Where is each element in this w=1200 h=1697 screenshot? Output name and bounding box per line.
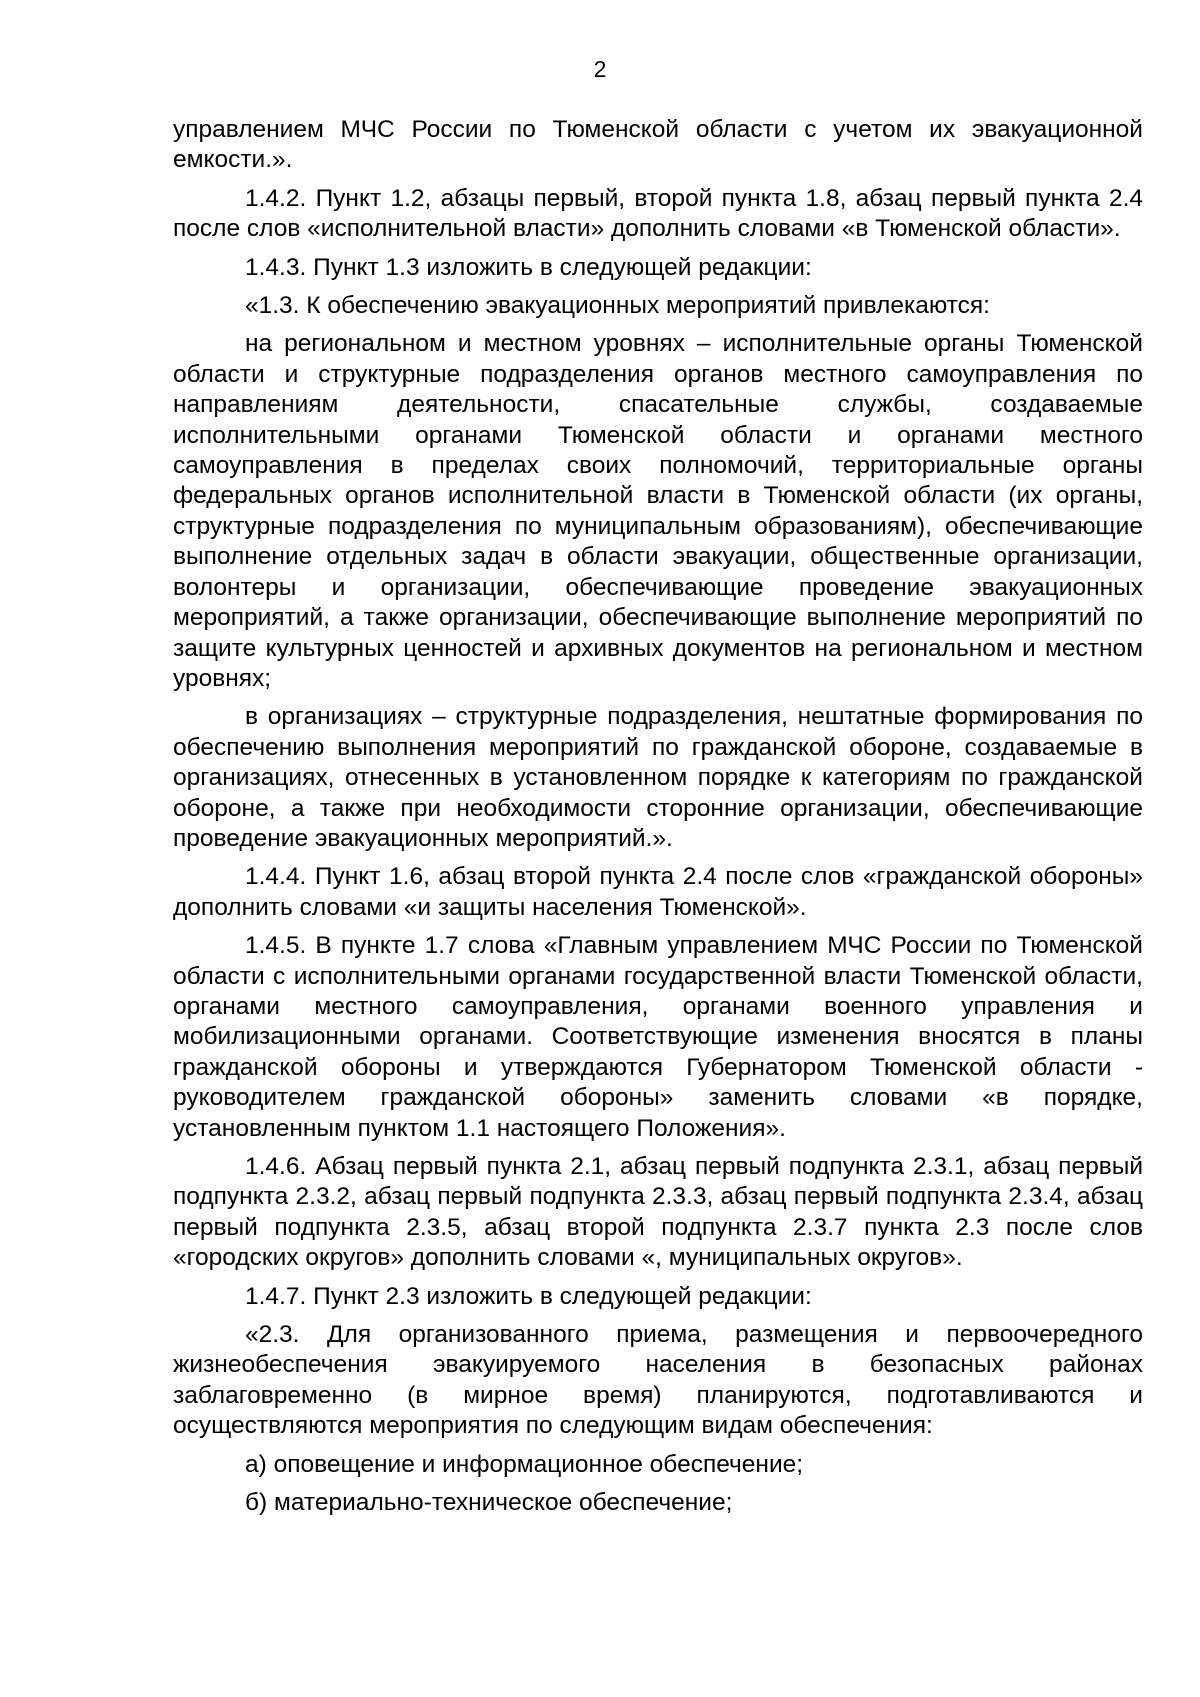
document-body <box>173 115 1143 1526</box>
paragraph-1-4-3: 1.4.3. Пункт 1.3 изложить в следующей редакции: <box>245 253 812 281</box>
paragraph-1-3-intro: «1.3. К обеспечению эвакуационных мероприятий привлекаются: <box>245 292 990 320</box>
paragraph-2-3: «2.3. Для организованного приема, размещения и первоочередного жизнеобеспечения эвакуируемого населения в безопасных районах заблаговременно (в мирное время) планируются, подготавливаются и осуществляются мероприятия по следующим видам обеспечения: <box>173 1321 1143 1440</box>
paragraph-1-4-6: 1.4.6. Абзац первый пункта 2.1, абзац первый подпункта 2.3.1, абзац первый подпункта 2.3.2, абзац первый подпункта 2.3.3, абзац первый подпункта 2.3.4, абзац первый подпункта 2.3.5, абзац второй подпункта 2.3.7 пункта 2.3 после слов «городских округов» дополнить словами «, муниципальных округов». <box>173 1153 1143 1272</box>
paragraph-organizations: в организациях – структурные подразделения, нештатные формирования по обеспечению выполнения мероприятий по гражданской обороне, создаваемые в организациях, отнесенных в установленном порядке к категориям по гражданской обороне, а также при необходимости сторонние организации, обеспечивающие проведение эвакуационных мероприятий.». <box>173 703 1143 852</box>
paragraph-continuation: управлением МЧС России по Тюменской области с учетом их эвакуационной емкости.». <box>173 116 1143 174</box>
list-item-a: а) оповещение и информационное обеспечение; <box>245 1450 804 1478</box>
paragraph-1-4-5: 1.4.5. В пункте 1.7 слова «Главным управлением МЧС России по Тюменской области с исполнительными органами государственной власти Тюменской области, органами местного самоуправления, органами военного управления и мобилизационными органами. Соответствующие изменения вносятся в планы гражданской обороны и утверждаются Губернатором Тюменской области - руководителем гражданской обороны» заменить словами «в порядке, установленным пунктом 1.1 настоящего Положения». <box>173 932 1143 1142</box>
page-number: 2 <box>593 56 607 82</box>
list-item-b: б) материально-техническое обеспечение; <box>245 1489 733 1517</box>
paragraph-1-4-4: 1.4.4. Пункт 1.6, абзац второй пункта 2.4 после слов «гражданской обороны» дополнить словами «и защиты населения Тюменской». <box>173 863 1143 921</box>
paragraph-1-4-7: 1.4.7. Пункт 2.3 изложить в следующей редакции: <box>245 1282 812 1310</box>
paragraph-regional-level: на региональном и местном уровнях – исполнительные органы Тюменской области и структурные подразделения органов местного самоуправления по направлениям деятельности, спасательные службы, создаваемые исполнительными органами Тюменской области и органами местного самоуправления в пределах своих полномочий, территориальные органы федеральных органов исполнительной власти в Тюменской области (их органы, структурные подразделения по муниципальным образованиям), обеспечивающие выполнение отдельных задач в области эвакуации, общественные организации, волонтеры и организации, обеспечивающие проведение эвакуационных мероприятий, а также организации, обеспечивающие выполнение мероприятий по защите культурных ценностей и архивных документов на региональном и местном уровнях; <box>173 330 1143 692</box>
paragraph-1-4-2: 1.4.2. Пункт 1.2, абзацы первый, второй пункта 1.8, абзац первый пункта 2.4 после слов «исполнительной власти» дополнить словами «в Тюменской области». <box>173 184 1143 243</box>
